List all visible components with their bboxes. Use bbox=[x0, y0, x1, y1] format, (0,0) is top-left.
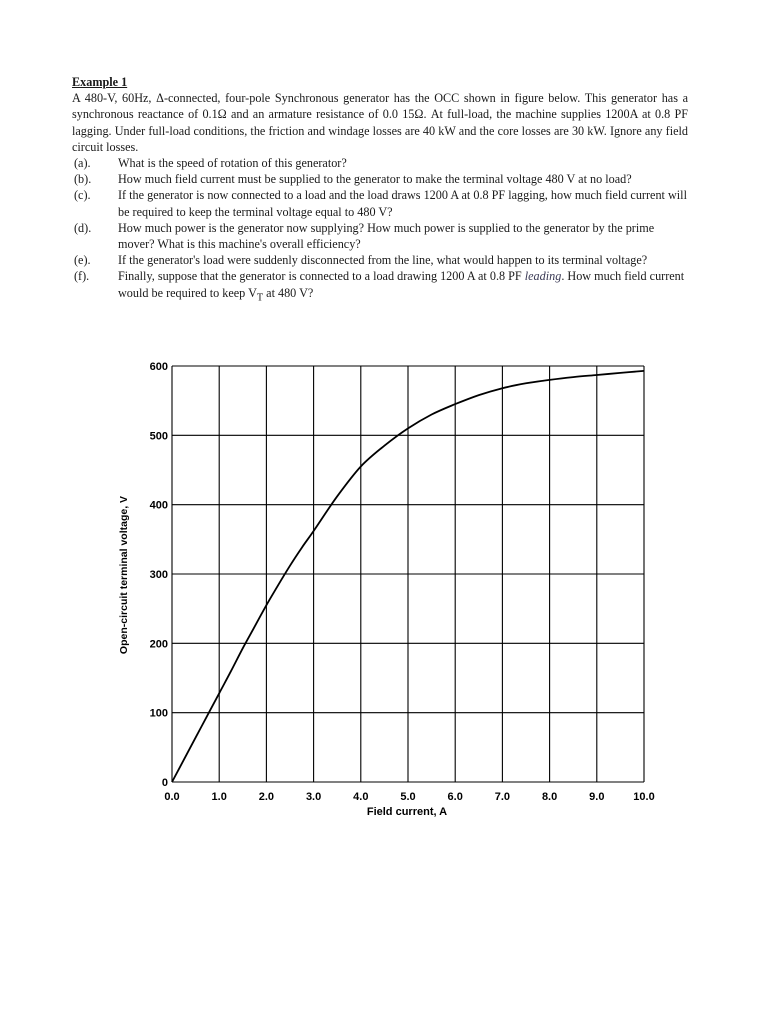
x-axis-label: Field current, A bbox=[366, 806, 448, 818]
x-tick-label: 4.0 bbox=[353, 791, 369, 803]
x-tick-label: 9.0 bbox=[589, 791, 605, 803]
x-tick-label: 8.0 bbox=[541, 791, 558, 803]
question-item bbox=[72, 187, 688, 219]
problem-intro: A 480-V, 60Hz, Δ-connected, four-pole Synchronous generator has the OCC shown in figure below. This generator has a synchronous reactance of 0.1Ω and an armature resistance of 0.0 15Ω. At full-load, the machine supplies 1200A at 0.8 PF lagging. Under full-load conditions, the friction and windage losses are 40 kW and the core losses are 30 kW. Ignore any field circuit losses. bbox=[72, 91, 688, 154]
x-tick-label: 3.0 bbox=[305, 791, 322, 803]
emphasis-text: leading bbox=[524, 269, 562, 284]
question-list bbox=[72, 155, 688, 306]
chart-tick-labels bbox=[150, 361, 655, 803]
question-label: (e). bbox=[74, 253, 91, 268]
x-tick-label: 7.0 bbox=[494, 791, 511, 803]
occ-chart bbox=[110, 356, 670, 826]
y-tick-label: 400 bbox=[149, 499, 168, 512]
x-tick-label: 1.0 bbox=[211, 791, 227, 803]
x-tick-label: 0.0 bbox=[164, 791, 180, 803]
y-tick-label: 500 bbox=[149, 430, 168, 443]
question-label: (b). bbox=[74, 172, 92, 187]
question-item bbox=[72, 155, 688, 171]
question-text: How much power is the generator now supplying? How much power is supplied to the generator by the prime mover? What is this machine's overall efficiency? bbox=[118, 220, 655, 252]
question-label: (a). bbox=[74, 156, 91, 171]
question-text: If the generator's load were suddenly disconnected from the line, what would happen to its terminal voltage? bbox=[118, 253, 648, 268]
question-item bbox=[72, 268, 688, 306]
y-axis-label: Open-circuit terminal voltage, V bbox=[118, 495, 130, 655]
x-tick-label: 2.0 bbox=[258, 791, 275, 803]
y-tick-label: 100 bbox=[149, 707, 168, 720]
x-tick-label: 6.0 bbox=[447, 791, 463, 803]
question-item bbox=[72, 171, 688, 187]
question-label: (f). bbox=[74, 269, 90, 284]
question-label: (c). bbox=[74, 188, 91, 203]
y-tick-label: 0 bbox=[161, 777, 168, 789]
example-heading: Example 1 bbox=[72, 75, 128, 89]
question-text: How much field current must be supplied to the generator to make the terminal voltage 480 V at no load? bbox=[118, 172, 632, 187]
y-tick-label: 600 bbox=[149, 361, 168, 373]
question-label: (d). bbox=[74, 220, 92, 235]
subscript-text: T bbox=[256, 292, 264, 304]
question-item bbox=[72, 252, 688, 268]
x-tick-label: 10.0 bbox=[633, 791, 655, 803]
question-text: Finally, suppose that the generator is connected to a load drawing 1200 A at 0.8 PF leading. How much field current would be required to keep $V_T$ at 480 V? bbox=[118, 269, 685, 304]
x-tick-label: 5.0 bbox=[400, 791, 416, 803]
question-text: If the generator is now connected to a load and the load draws 1200 A at 0.8 PF lagging, how much field current will be required to keep the terminal voltage equal to 480 V? bbox=[118, 188, 687, 219]
question-item bbox=[72, 220, 688, 252]
question-text: What is the speed of rotation of this generator? bbox=[118, 156, 347, 171]
y-tick-label: 200 bbox=[149, 638, 168, 651]
y-tick-label: 300 bbox=[149, 569, 168, 581]
problem-statement bbox=[72, 74, 688, 306]
